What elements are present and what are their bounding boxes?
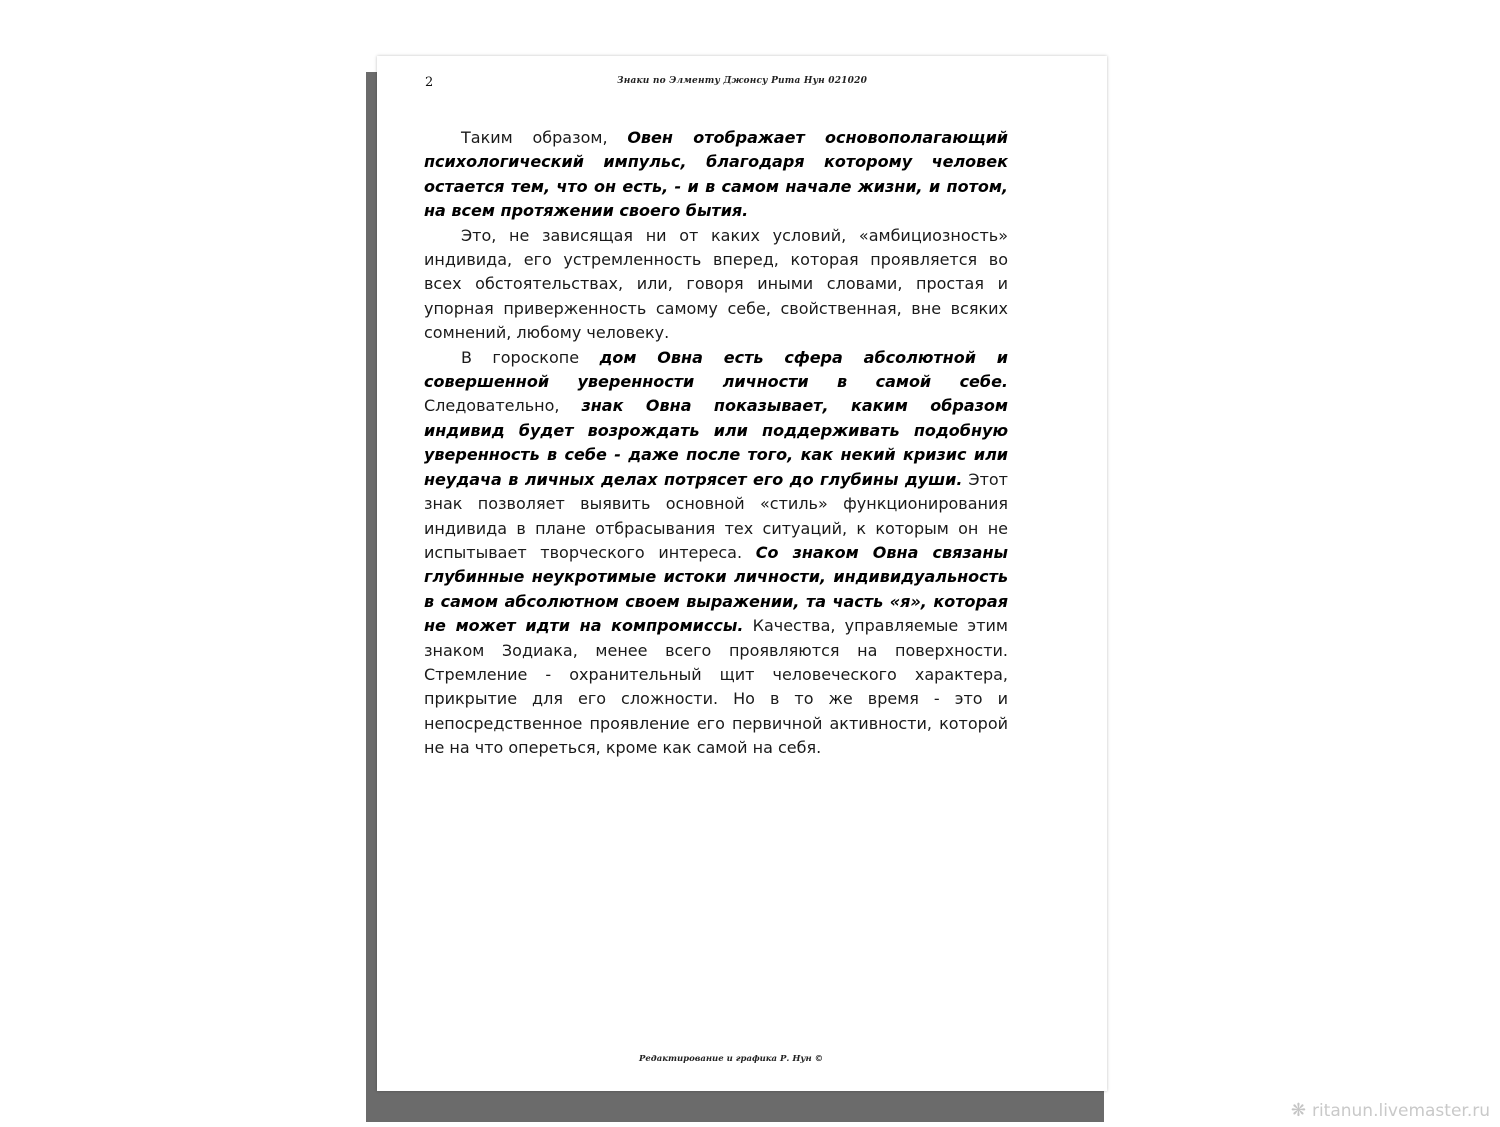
emphasis-run: Овен отображает основополагающий психологический импульс, благодаря которому человек остается тем, что он есть, - и в самом начале жизни, и потом, на всем протяжении своего бытия. [424, 128, 1008, 221]
snowflake-icon: ❋ [1290, 1100, 1306, 1121]
text-run: Таким образом, [461, 128, 628, 147]
watermark-text: ritanun.livemaster.ru [1311, 1100, 1490, 1121]
document-page [377, 56, 1107, 1091]
paragraph [424, 224, 1008, 346]
body-text [424, 126, 1008, 761]
emphasis-run: знак Овна показывает, каким образом индивид будет возрождать или поддерживать подобную уверенность в себе - даже после того, как некий кризис или неудача в личных делах потрясет его до глубины души. [424, 396, 1008, 489]
page-footer: Редактирование и графика Р. Нун © [639, 1054, 824, 1064]
emphasis-run: Со знаком Овна связаны глубинные неукротимые истоки личности, индивидуальность в самом абсолютном своем выражении, та часть «я», которая не может идти на компромиссы. [424, 542, 1008, 636]
watermark [1291, 1100, 1490, 1121]
text-run: Качества, управляемые этим знаком Зодиака, менее всего проявляются на поверхности. Стремление - охранительный щит человеческого характера, прикрытие для его сложности. Но в то же время - это и непосредственное проявление его первичной активности, которой не на что опереться, кроме как самой на себя. [424, 616, 1008, 758]
emphasis-run: дом Овна есть сфера абсолютной и совершенной уверенности личности в самой себе. [424, 347, 1008, 392]
paragraph [424, 346, 1008, 761]
text-run: Этот знак позволяет выявить основной «стиль» функционирования индивида в плане отбрасывания тех ситуаций, к которым он не испытывает творческого интереса. [424, 469, 1008, 562]
running-header: Знаки по Элменту Джонсу Рита Нун 021020 [617, 76, 868, 86]
text-run: Следовательно, [424, 396, 582, 416]
page-number: 2 [425, 75, 434, 90]
text-run: В гороскопе [461, 347, 600, 367]
paragraph [424, 126, 1008, 224]
text-run: Это, не зависящая ни от каких условий, «амбициозность» индивида, его устремленность вперед, которая проявляется во всех обстоятельствах, или, говоря иными словами, простая и упорная приверженность самому себе, свойственная, вне всяких сомнений, любому человеку. [424, 225, 1008, 343]
